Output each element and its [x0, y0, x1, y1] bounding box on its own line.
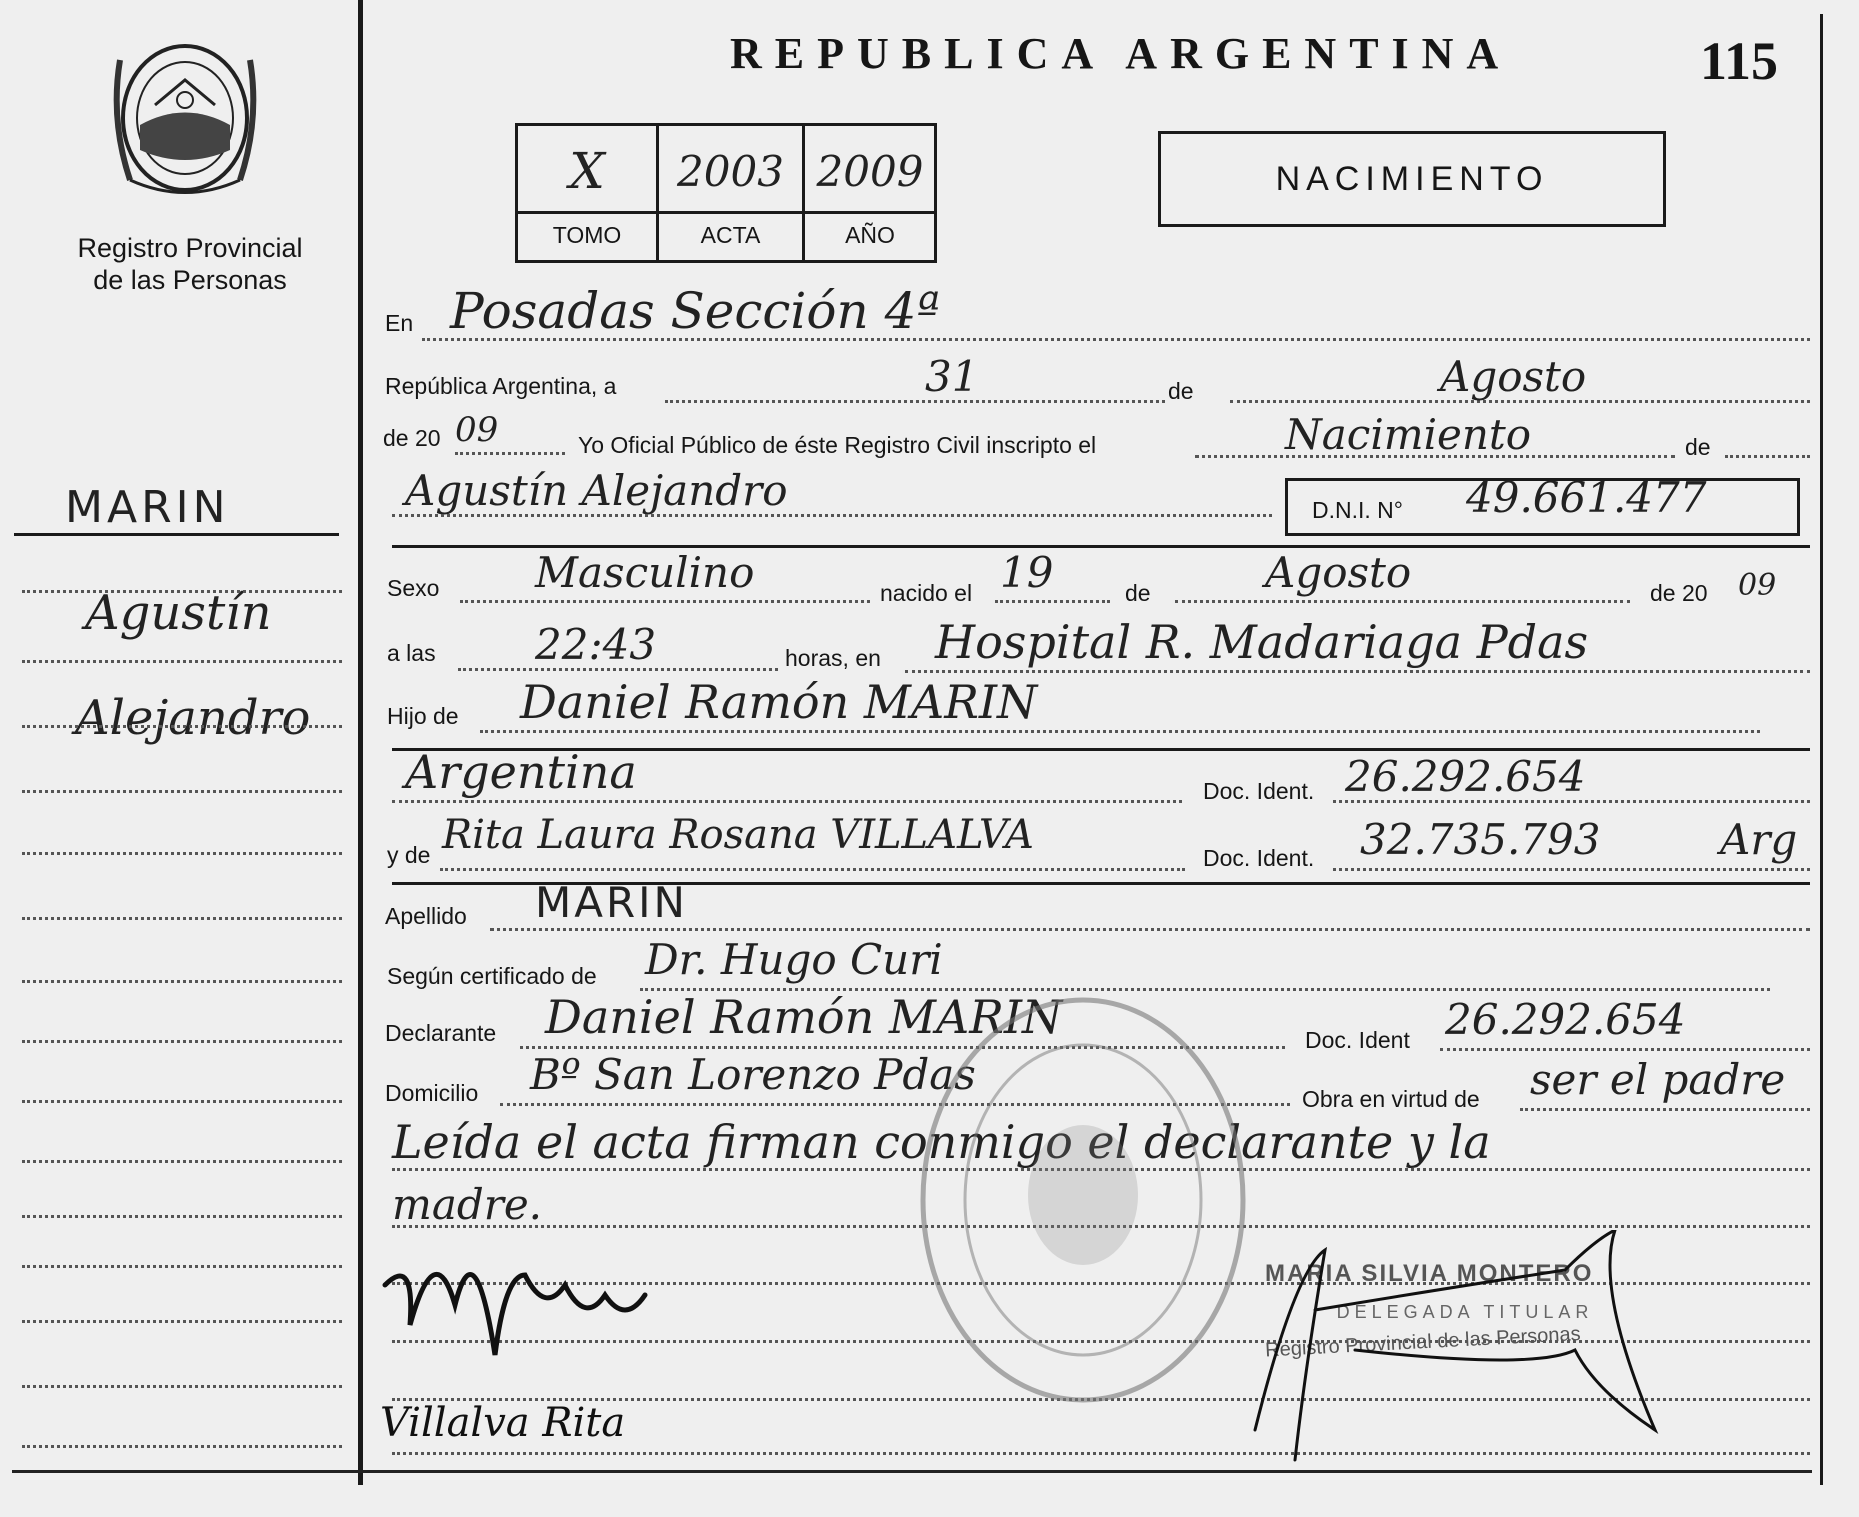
acta-value: 2003	[677, 146, 784, 196]
signature-declarante	[375, 1215, 675, 1375]
oficial-label: Yo Oficial Público de éste Registro Civil inscripto el	[578, 432, 1097, 458]
note-line-1: Leída el acta firman conmigo el declarante y la	[392, 1115, 1491, 1169]
official-name: MARIA SILVIA MONTERO	[1265, 1260, 1594, 1287]
country-title: REPUBLICA ARGENTINA	[730, 29, 1512, 78]
birth-month-value: Agosto	[1265, 548, 1412, 597]
declarante-doc-value: 26.292.654	[1445, 995, 1686, 1044]
dni-value: 49.661.477	[1466, 473, 1707, 522]
month-value: Agosto	[1440, 352, 1587, 401]
official-round-stamp	[915, 990, 1250, 1410]
obra-label: Obra en virtud de	[1302, 1086, 1480, 1112]
dni-label: D.N.I. N°	[1312, 497, 1403, 523]
registry-office	[40, 232, 340, 296]
sexo-label: Sexo	[387, 575, 440, 601]
acta-label: ACTA	[700, 222, 761, 248]
misiones-seal-logo	[100, 30, 270, 205]
birth-year-suffix: 09	[1738, 568, 1777, 603]
domicilio-label: Domicilio	[385, 1080, 479, 1106]
page-number: 115	[1700, 31, 1779, 91]
father-doc-value: 26.292.654	[1345, 752, 1586, 801]
margin-divider	[358, 0, 363, 1485]
time-value: 22:43	[535, 620, 657, 669]
de-label-2: de	[1685, 434, 1711, 460]
obra-value: ser el padre	[1530, 1055, 1786, 1104]
de20-label: de 20	[383, 425, 441, 451]
de-label-3: de	[1125, 580, 1151, 606]
mother-nationality: Arg	[1720, 815, 1798, 864]
apellido-value: MARIN	[535, 878, 688, 927]
margin-rule	[14, 533, 339, 536]
segun-label: Según certificado de	[387, 963, 597, 989]
year-suffix-value: 09	[455, 410, 499, 450]
anio-label: AÑO	[845, 222, 895, 248]
child-name-value: Agustín Alejandro	[405, 466, 788, 515]
doc-label-3: Doc. Ident	[1305, 1027, 1410, 1053]
de-label-1: de	[1168, 378, 1194, 404]
declarante-label: Declarante	[385, 1020, 497, 1046]
place-value: Posadas Sección 4ª	[450, 282, 941, 340]
mother-doc-value: 32.735.793	[1360, 815, 1601, 864]
en-label: En	[385, 310, 414, 336]
domicilio-value: Bº San Lorenzo Pdas	[530, 1050, 976, 1099]
registry-line-2: de las Personas	[93, 265, 287, 295]
official-role: DELEGADA TITULAR	[1336, 1302, 1594, 1322]
record-type: NACIMIENTO	[1275, 159, 1549, 198]
bottom-border	[12, 1470, 1812, 1473]
registry-line-1: Registro Provincial	[77, 233, 303, 263]
record-type-box	[1158, 131, 1666, 227]
signature-mother: Villalva Rita	[380, 1400, 626, 1446]
father-value: Daniel Ramón MARIN	[520, 675, 1038, 729]
margin-given-2: Alejandro	[75, 690, 311, 746]
doc-label-2: Doc. Ident.	[1203, 845, 1315, 871]
horas-label: horas, en	[785, 645, 881, 671]
event-value: Nacimiento	[1285, 410, 1532, 459]
day-value: 31	[925, 352, 979, 401]
hijo-label: Hijo de	[387, 703, 459, 729]
alas-label: a las	[387, 640, 436, 666]
record-reference-box	[515, 123, 937, 263]
republica-label: República Argentina, a	[385, 373, 617, 399]
signature-official	[1235, 1230, 1715, 1470]
doctor-value: Dr. Hugo Curi	[645, 935, 943, 984]
doc-label-1: Doc. Ident.	[1203, 778, 1315, 804]
margin-given-1: Agustín	[85, 585, 272, 641]
de2009-label: de 20	[1650, 580, 1708, 606]
mother-value: Rita Laura Rosana VILLALVA	[442, 812, 1034, 858]
tomo-value: X	[569, 142, 605, 200]
margin-surname: MARIN	[65, 482, 230, 533]
apellido-label: Apellido	[385, 903, 467, 929]
sexo-value: Masculino	[535, 548, 755, 597]
birth-day-value: 19	[1000, 548, 1054, 597]
birth-place-value: Hospital R. Madariaga Pdas	[935, 615, 1589, 669]
father-nationality: Argentina	[405, 745, 637, 799]
tomo-label: TOMO	[552, 222, 622, 248]
note-line-2: madre.	[392, 1180, 543, 1229]
yde-label: y de	[387, 842, 431, 868]
dni-box	[1285, 473, 1800, 536]
right-border	[1820, 14, 1823, 1485]
declarante-value: Daniel Ramón MARIN	[545, 990, 1063, 1044]
anio-value: 2009	[816, 146, 924, 196]
nacido-label: nacido el	[880, 580, 973, 606]
official-office: Registro Provincial de las Personas	[1264, 1322, 1582, 1362]
